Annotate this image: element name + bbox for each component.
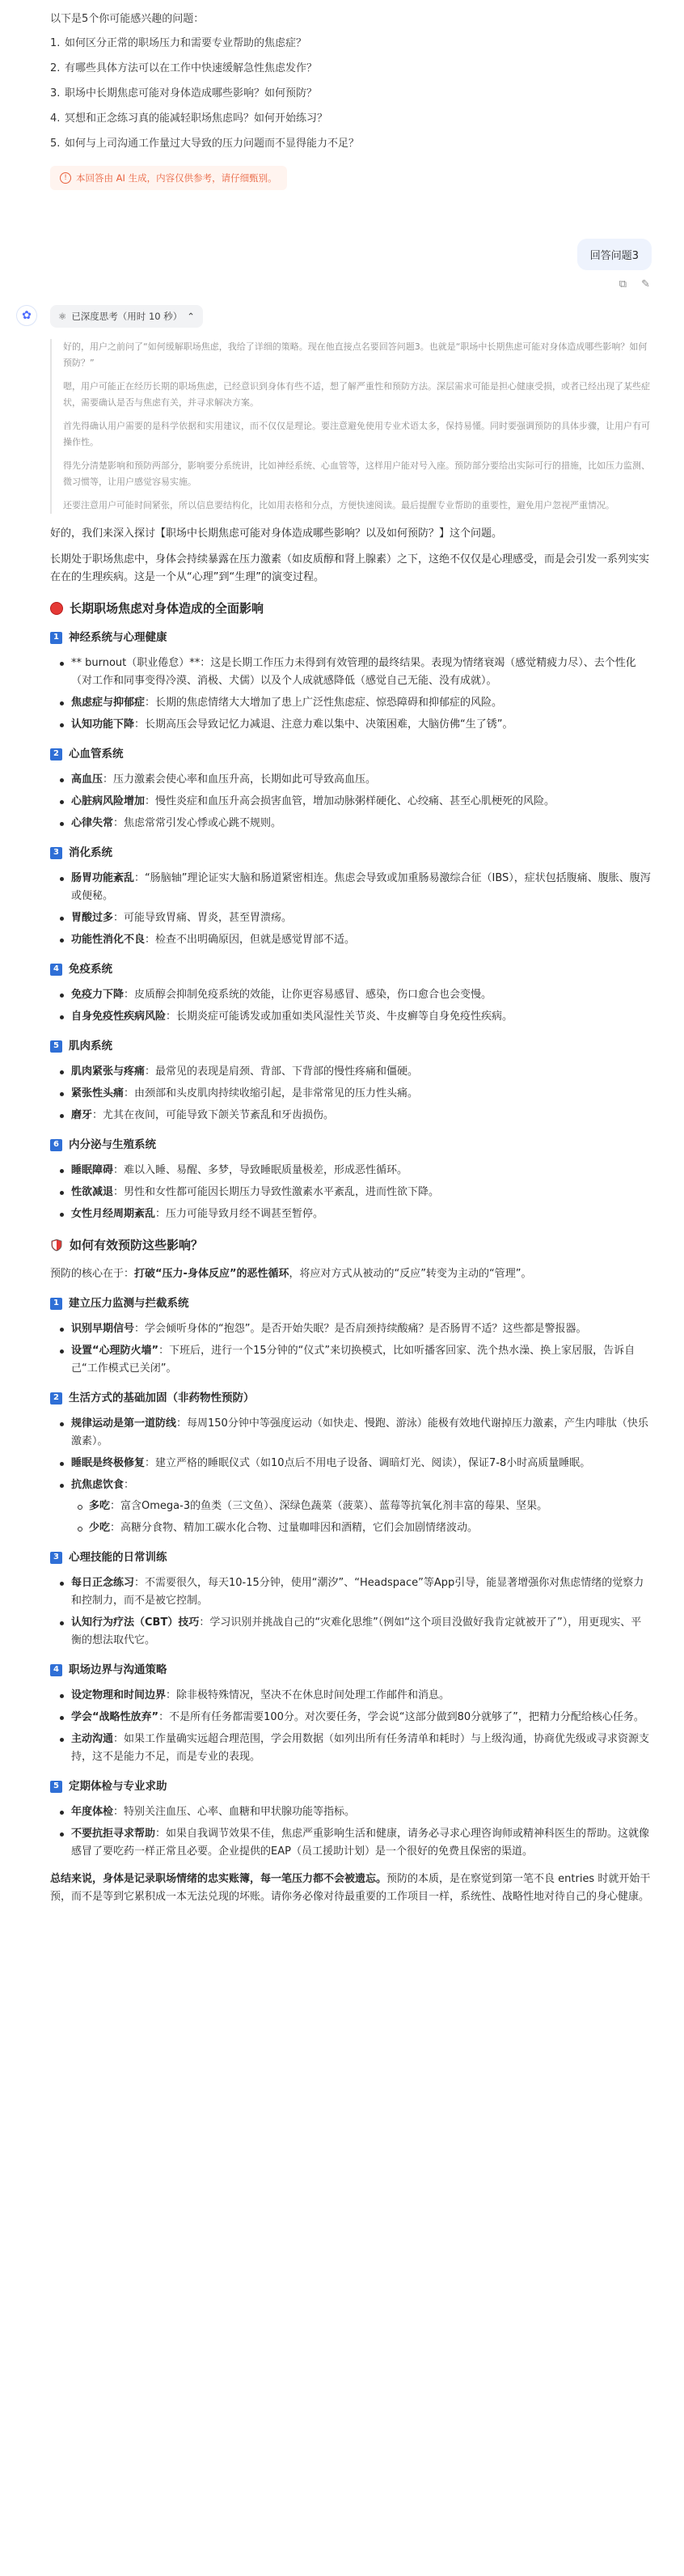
bullet-list — [58, 870, 652, 949]
info-icon: ! — [60, 172, 71, 184]
number-badge: 4 — [50, 964, 62, 976]
number-badge: 4 — [50, 1664, 62, 1676]
subsection-heading — [50, 1037, 652, 1055]
subsection-title: 定期体检与专业求助 — [69, 1780, 167, 1793]
summary-bold: 总结来说，身体是记录职场情绪的忠实账簿，每一笔压力都不会被遗忘。 — [50, 1873, 387, 1885]
subsection-heading — [50, 1777, 652, 1795]
deep-think-icon: ⚛ — [58, 311, 67, 322]
bullet-bold: 睡眠是终极修复 — [71, 1457, 146, 1469]
bullet-list — [58, 1687, 652, 1766]
bullet-item — [58, 931, 652, 949]
bullet-text: ：焦虑常常引发心悸或心跳不规则。 — [113, 817, 282, 829]
prevention-lead-pre: 预防的核心在于： — [50, 1268, 135, 1280]
question-number: 2. — [50, 62, 61, 74]
bullet-bold: 抗焦虑饮食 — [71, 1479, 125, 1491]
bullet-item — [58, 1342, 652, 1378]
question-number: 3. — [50, 87, 61, 100]
bullet-item — [58, 1825, 652, 1861]
thinking-paragraph: 还要注意用户可能时间紧张，所以信息要结构化，比如用表格和分点，方便快速阅读。最后提醒专业帮助的重要性，避免用户忽视严重情况。 — [63, 500, 614, 511]
subsection-heading — [50, 844, 652, 862]
thinking-process — [50, 339, 652, 514]
bullet-bold: 性欲减退 — [71, 1186, 114, 1198]
prevention-lead-bold: 打破“压力-身体反应”的恶性循环 — [134, 1268, 289, 1280]
section-prevention — [50, 1294, 652, 1861]
bullet-bold: 心律失常 — [71, 817, 114, 829]
sub-bullet-item — [76, 1498, 652, 1515]
section-prevention-heading — [50, 1236, 652, 1254]
subsection-heading — [50, 960, 652, 978]
prevention-lead-post: ，将应对方式从被动的“反应”转变为主动的“管理”。 — [289, 1268, 532, 1280]
number-badge: 2 — [50, 1392, 62, 1405]
question-text: 冥想和正念练习真的能减轻职场焦虑吗？如何开始练习？ — [65, 112, 328, 125]
bullet-list — [58, 1063, 652, 1125]
bullet-item — [58, 1614, 652, 1650]
bullet-bold: 规律运动是第一道防线 — [71, 1417, 177, 1430]
bullet-bold: 焦虑症与抑郁症 — [71, 697, 146, 709]
subsection-heading — [50, 1389, 652, 1407]
bullet-text: ：除非极特殊情况，坚决不在休息时间处理工作邮件和消息。 — [166, 1689, 450, 1701]
bullet-list — [58, 986, 652, 1026]
answer-intro-detail: 长期处于职场焦虑中，身体会持续暴露在压力激素（如皮质醇和肾上腺素）之下，这绝不仅仅是心理感受，而是会引发一系列实实在在的生理疾病。这是一个从“心理”到“生理”的演变过程。 — [50, 553, 650, 583]
bullet-text: ：不是所有任务都需要100分。对次要任务，学会说“这部分做到80分就够了”，把精力分配给核心任务。 — [158, 1711, 644, 1723]
shield-icon — [50, 1239, 63, 1252]
user-message: 回答问题3 — [577, 239, 652, 270]
bullet-item — [58, 1803, 652, 1821]
summary-rest: 预防的本质，是在察觉到第一笔不良 entries 时就开始干预，而不是等到它累积成一本无法兑现的坏账。请你务必像对待最重要的工作项目一样，系统性、战略性地对待自己的身心健康。 — [50, 1873, 651, 1903]
section-prevention-title: 如何有效预防这些影响？ — [70, 1238, 204, 1252]
number-badge: 3 — [50, 847, 62, 859]
bullet-text: ：“肠脑轴”理论证实大脑和肠道紧密相连。焦虑会导致或加重肠易激综合征（IBS），症状包括腹痛、腹胀、腹泻或便秘。 — [71, 872, 651, 902]
bullet-bold: 免疫力下降 — [71, 989, 125, 1001]
section-effects — [50, 629, 652, 1223]
bullet-item — [58, 1320, 652, 1338]
bullet-text: ：每周150分钟中等强度运动（如快走、慢跑、游泳）能极有效地代谢掉压力激素，产生内啡肽（快乐激素）。 — [71, 1417, 648, 1447]
assistant-message — [22, 305, 652, 1906]
bullet-text: ：长期高压会导致记忆力减退、注意力难以集中、决策困难，大脑仿佛“生了锈”。 — [134, 718, 513, 731]
subsection-heading — [50, 1661, 652, 1679]
question-text: 有哪些具体方法可以在工作中快速缓解急性焦虑发作？ — [65, 62, 318, 74]
bullet-text: ** burnout（职业倦怠）**：这是长期工作压力未得到有效管理的最终结果。表现为情绪衰竭（感觉精疲力尽）、去个性化（对工作和同事变得冷漠、消极、犬儒）以及个人成就感降低（感觉自己无能、没有成就）。 — [71, 657, 636, 687]
thinking-paragraph: 好的，用户之前问了“如何缓解职场焦虑，我给了详细的策略。现在他直接点名要回答问题3。也就是“职场中长期焦虑可能对身体造成哪些影响？如何预防？” — [63, 341, 648, 368]
bullet-item — [58, 1162, 652, 1180]
bullet-item — [58, 716, 652, 734]
bullet-bold: 高血压 — [71, 773, 103, 786]
thinking-paragraph: 首先得确认用户需要的是科学依据和实用建议，而不仅仅是理论。要注意避免使用专业术语太多，保持易懂。同时要强调预防的具体步骤，让用户有可操作性。 — [63, 421, 650, 447]
bullet-item — [58, 909, 652, 927]
ai-disclaimer — [50, 166, 287, 190]
bullet-list — [58, 1574, 652, 1650]
bullet-text: ：压力激素会使心率和血压升高，长期如此可导致高血压。 — [103, 773, 377, 786]
question-number: 5. — [50, 138, 61, 150]
number-badge: 3 — [50, 1552, 62, 1564]
chevron-up-icon: ⌃ — [187, 311, 195, 322]
suggestions-intro: 以下是5个你可能感兴趣的问题： — [50, 13, 205, 25]
bullet-text: ：检查不出明确原因，但就是感觉胃部不适。 — [145, 934, 356, 946]
assistant-avatar-icon: ✿ — [16, 305, 37, 326]
bullet-item — [58, 1574, 652, 1610]
bullet-text: ：学习识别并挑战自己的“灾难化思维”（例如“这个项目没做好我肯定就被开了”），用更现实、平衡的想法取代它。 — [71, 1616, 642, 1646]
bullet-bold: 年度体检 — [71, 1806, 114, 1818]
bullet-bold: 紧张性头痛 — [71, 1087, 125, 1099]
bullet-list — [58, 1415, 652, 1537]
thinking-paragraph: 得先分清楚影响和预防两部分，影响要分系统讲，比如神经系统、心血管等，这样用户能对号入座。预防部分要给出实际可行的措施，比如压力监测、微习惯等，让用户感觉容易实施。 — [63, 460, 650, 487]
bullet-bold: 主动沟通 — [71, 1733, 114, 1745]
bullet-text: ：长期炎症可能诱发或加重如类风湿性关节炎、牛皮癣等自身免疫性疾病。 — [166, 1010, 513, 1023]
bullet-bold: 每日正念练习 — [71, 1577, 135, 1589]
bullet-bold: 识别早期信号 — [71, 1323, 135, 1335]
bullet-text: ：长期的焦虑情绪大大增加了患上广泛性焦虑症、惊恐障碍和抑郁症的风险。 — [145, 697, 503, 709]
number-badge: 1 — [50, 632, 62, 644]
suggested-questions — [50, 36, 652, 152]
suggested-question[interactable] — [50, 36, 652, 52]
bullet-item — [58, 1687, 652, 1705]
thinking-paragraph: 嗯，用户可能正在经历长期的职场焦虑，已经意识到身体有些不适，想了解严重性和预防方法。深层需求可能是担心健康受损，或者已经出现了某些症状，需要确认是否与焦虑有关，并寻求解决方案。 — [63, 381, 650, 408]
question-number: 4. — [50, 112, 61, 125]
bullet-text: ：不需要很久，每天10-15分钟，使用“潮汐”、“Headspace”等App引导，能显著增强你对焦虑情绪的觉察力和控制力，而不是被它控制。 — [71, 1577, 644, 1607]
bullet-item — [58, 1008, 652, 1026]
bullet-bold: 认知功能下降 — [71, 718, 135, 731]
bullet-bold: 认知行为疗法（CBT）技巧 — [71, 1616, 200, 1629]
copy-icon[interactable]: ⧉ — [619, 278, 627, 290]
bullet-text: ：难以入睡、易醒、多梦，导致睡眠质量极差，形成恶性循环。 — [113, 1164, 408, 1176]
bullet-text: ：男性和女性都可能因长期压力导致性激素水平紊乱，进而性欲下降。 — [113, 1186, 440, 1198]
number-badge: 5 — [50, 1781, 62, 1793]
subsection-title: 内分泌与生殖系统 — [69, 1138, 156, 1151]
bullet-text: ：建立严格的睡眠仪式（如10点后不用电子设备、调暗灯光、阅读），保证7-8小时高质量睡眠。 — [145, 1457, 591, 1469]
subsection-heading — [50, 1549, 652, 1566]
bullet-bold: 设置“心理防火墙” — [71, 1345, 159, 1357]
subsection-title: 肌肉系统 — [69, 1040, 112, 1053]
bullet-item — [58, 1184, 652, 1201]
subsection-heading — [50, 1136, 652, 1154]
bullet-list — [58, 1162, 652, 1223]
bullet-bold: 不要抗拒寻求帮助 — [71, 1828, 156, 1840]
bullet-item — [58, 1205, 652, 1223]
suggested-question[interactable] — [50, 111, 652, 127]
bullet-text: ：如果工作量确实远超合理范围，学会用数据（如列出所有任务清单和耗时）与上级沟通，协商优先级或寻求资源支持，这不是能力不足，而是专业的表现。 — [71, 1733, 650, 1763]
subsection-title: 免疫系统 — [69, 963, 112, 976]
prevention-lead — [50, 1265, 652, 1283]
bullet-list — [58, 771, 652, 833]
bullet-list — [58, 1803, 652, 1861]
user-message-row — [50, 239, 652, 270]
bullet-item — [58, 793, 652, 811]
bullet-item — [58, 1709, 652, 1727]
bullet-bold: 功能性消化不良 — [71, 934, 146, 946]
bullet-text: ：学会倾听身体的“抱怨”。是否开始失眠？是否肩颈持续酸痛？是否肠胃不适？这些都是警报器。 — [134, 1323, 587, 1335]
section-effects-heading — [50, 600, 652, 617]
ai-disclaimer-text: 本回答由 AI 生成，内容仅供参考，请仔细甄别。 — [76, 172, 277, 184]
suggested-question[interactable] — [50, 61, 652, 77]
bullet-text: ：压力可能导致月经不调甚至暂停。 — [155, 1208, 324, 1220]
bullet-text: ：可能导致胃痛、胃炎，甚至胃溃疡。 — [113, 912, 293, 924]
bullet-bold: 学会“战略性放弃” — [71, 1711, 159, 1723]
answer-intro: 好的，我们来深入探讨【职场中长期焦虑可能对身体造成哪些影响？以及如何预防？】这个问题。 — [50, 527, 503, 540]
bullet-item — [58, 1107, 652, 1125]
bullet-bold: 睡眠障碍 — [71, 1164, 114, 1176]
number-badge: 1 — [50, 1298, 62, 1310]
bullet-text: ：特别关注血压、心率、血糖和甲状腺功能等指标。 — [113, 1806, 356, 1818]
subsection-title: 生活方式的基础加固（非药物性预防） — [69, 1392, 255, 1405]
number-badge: 5 — [50, 1040, 62, 1053]
bullet-text: ：尤其在夜间，可能导致下颌关节紊乱和牙齿损伤。 — [92, 1109, 335, 1121]
subsection-title: 神经系统与心理健康 — [69, 631, 167, 644]
sub-bullet-text: ：高糖分食物、精加工碳水化合物、过量咖啡因和酒精，它们会加剧情绪波动。 — [110, 1522, 479, 1534]
bullet-bold: 心脏病风险增加 — [71, 795, 146, 807]
bullet-item — [58, 986, 652, 1004]
subsection-heading — [50, 629, 652, 646]
bullet-text: ：皮质醇会抑制免疫系统的效能，让你更容易感冒、感染，伤口愈合也会变慢。 — [124, 989, 492, 1001]
deep-think-label: 已深度思考（用时 10 秒） — [71, 311, 183, 322]
bullet-item — [58, 815, 652, 833]
subsection-heading — [50, 1294, 652, 1312]
question-number: 1. — [50, 37, 61, 49]
answer-body — [50, 525, 652, 1906]
user-message-actions — [50, 278, 652, 290]
bullet-text: ： — [124, 1479, 135, 1491]
bullet-text: ：如果自我调节效果不佳，焦虑严重影响生活和健康，请务必寻求心理咨询师或精神科医生的帮助。这就像感冒了要吃药一样正常且必要。企业提供的EAP（员工援助计划）是一个很好的免费且保密的渠道。 — [71, 1828, 650, 1858]
bullet-bold: 胃酸过多 — [71, 912, 114, 924]
bullet-bold: 自身免疫性疾病风险 — [71, 1010, 167, 1023]
subsection-title: 心血管系统 — [69, 748, 124, 761]
edit-icon[interactable]: ✎ — [641, 278, 650, 290]
bullet-item — [58, 1063, 652, 1081]
bullet-bold: 女性月经周期紊乱 — [71, 1208, 156, 1220]
bullet-item — [58, 655, 652, 690]
sub-bullet-list — [76, 1498, 652, 1537]
bullet-bold: 肠胃功能紊乱 — [71, 872, 135, 884]
section-effects-title: 长期职场焦虑对身体造成的全面影响 — [70, 601, 264, 616]
bullet-item — [58, 694, 652, 712]
bullet-bold: 肌肉紧张与疼痛 — [71, 1066, 146, 1078]
bullet-item — [58, 1477, 652, 1537]
sub-bullet-text: ：富含Omega-3的鱼类（三文鱼）、深绿色蔬菜（菠菜）、蓝莓等抗氧化剂丰富的莓果、坚果。 — [110, 1500, 548, 1512]
bullet-text: ：由颈部和头皮肌肉持续收缩引起，是非常常见的压力性头痛。 — [124, 1087, 419, 1099]
subsection-title: 消化系统 — [69, 846, 112, 859]
bullet-bold: 设定物理和时间边界 — [71, 1689, 167, 1701]
subsection-title: 建立压力监测与拦截系统 — [69, 1297, 189, 1310]
bullet-list — [58, 1320, 652, 1378]
subsection-title: 职场边界与沟通策略 — [69, 1663, 167, 1676]
sub-bullet-bold: 少吃 — [89, 1522, 111, 1534]
bullet-item — [58, 1455, 652, 1472]
bullet-item — [58, 771, 652, 789]
bullet-bold: 磨牙 — [71, 1109, 93, 1121]
bullet-list — [58, 655, 652, 734]
bullet-item — [58, 1415, 652, 1451]
sub-bullet-item — [76, 1519, 652, 1537]
bullet-text: ：下班后，进行一个15分钟的“仪式”来切换模式，比如听播客回家、洗个热水澡、换上家居服，告诉自己“工作模式已关闭”。 — [71, 1345, 635, 1375]
deep-think-toggle[interactable] — [50, 305, 203, 328]
number-badge: 2 — [50, 748, 62, 761]
question-text: 如何区分正常的职场压力和需要专业帮助的焦虑症？ — [65, 37, 307, 49]
bullet-text: ：最常见的表现是肩颈、背部、下背部的慢性疼痛和僵硬。 — [145, 1066, 419, 1078]
suggested-question[interactable] — [50, 86, 652, 102]
bullet-item — [58, 1731, 652, 1766]
bullet-item — [58, 870, 652, 905]
subsection-heading — [50, 745, 652, 763]
number-badge: 6 — [50, 1139, 62, 1151]
bullet-item — [58, 1085, 652, 1103]
bullet-text: ：慢性炎症和血压升高会损害血管，增加动脉粥样硬化、心绞痛、甚至心肌梗死的风险。 — [145, 795, 555, 807]
question-text: 如何与上司沟通工作量过大导致的压力问题而不显得能力不足？ — [65, 138, 360, 150]
question-text: 职场中长期焦虑可能对身体造成哪些影响？如何预防？ — [65, 87, 318, 100]
summary — [50, 1871, 652, 1906]
suggested-question[interactable] — [50, 136, 652, 152]
subsection-title: 心理技能的日常训练 — [69, 1551, 167, 1564]
red-circle-icon — [50, 602, 63, 615]
sub-bullet-bold: 多吃 — [89, 1500, 111, 1512]
